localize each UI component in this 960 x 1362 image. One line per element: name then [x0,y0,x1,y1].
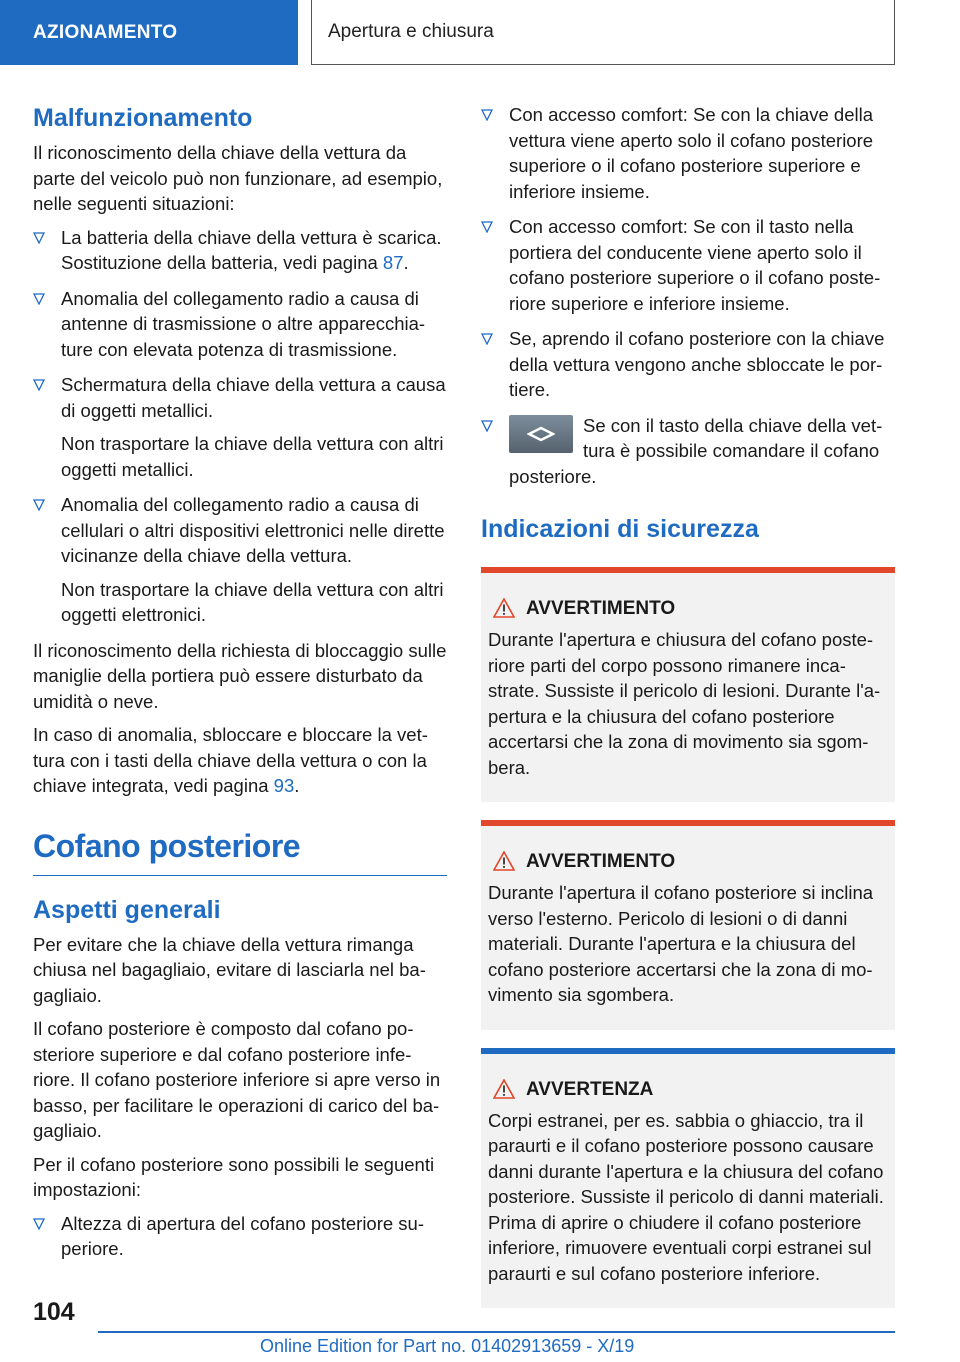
triangle-bullet-icon [33,379,45,391]
list-item [33,286,447,363]
paragraph-text: In caso di anomalia, sbloccare e bloccare la vettura con i tasti della chiave della vettura o con la chiave integrata, vedi pagina [33,724,428,796]
settings-list-continued [481,102,895,489]
warning-title-text: AVVERTIMENTO [526,851,676,872]
left-column [33,102,447,1272]
warning-box [481,567,895,802]
list-item-note: Non trasportare la chiave della vettura con altri oggetti metallici. [61,433,444,480]
malfunction-list [33,225,447,628]
list-item-text: Con accesso comfort: Se con il tasto nella portiera del conducente viene aperto solo il cofano posteriore superiore o il cofano posteriore superiore e inferiore insieme. [509,216,881,314]
warning-triangle-icon [493,598,515,618]
list-item-text: Anomalia del collegamento radio a causa di cellulari o altri dispositivi elettronici nelle dirette vicinanze della chiave della vettura. [61,494,445,566]
list-item: La batteria della chiave della vettura è scarica. Sostituzione della batteria, vedi pagina 87. [33,225,447,276]
main-heading: Cofano posteriore [33,825,447,876]
edition-note: Online Edition for Part no. 01402913659 - X/19 [260,1336,635,1356]
list-item-text: Se, aprendo il cofano posteriore con la chiave della vettura vengono anche sbloccate le portiere. [509,328,885,400]
list-item-text: Altezza di apertura del cofano posteriore superiore. [61,1212,425,1259]
tailgate-key-button-icon [509,415,573,453]
section-tab [0,0,298,65]
malfunction-heading: Malfunzionamento [33,104,253,132]
list-item-text: Anomalia del collegamento radio a causa di antenne di trasmissione o altre apparecchiature con elevata potenza di trasmissione. [61,287,426,360]
notice-title-text: AVVERTENZA [526,1078,654,1100]
list-item-text: Se con il tasto della chiave della vettura è possibile comandare il cofano posteriore. [509,414,883,487]
footer-divider [98,1331,895,1333]
paragraph: Per evitare che la chiave della vettura rimanga chiusa nel bagagliaio, evitare di lasciarla nel bagagliaio. [33,933,426,1006]
triangle-bullet-icon [481,109,493,121]
warning-triangle-icon [493,1079,515,1099]
list-item [33,1211,447,1262]
list-item [33,372,447,482]
warning-title [488,850,885,874]
right-column [481,102,895,1326]
warning-title-text: AVVERTIMENTO [526,598,676,619]
triangle-bullet-icon [33,499,45,511]
triangle-bullet-icon [33,293,45,305]
notice-box [481,1048,895,1309]
page-number: 104 [33,1298,75,1326]
triangle-bullet-icon [481,333,493,345]
list-item-note: Non trasportare la chiave della vettura con altri oggetti elettronici. [61,578,444,625]
list-item [481,214,895,316]
safety-heading: Indicazioni di sicurezza [481,515,759,543]
paragraph: Per il cofano posteriore sono possibili le seguenti impostazioni: [33,1153,435,1200]
notice-title [488,1078,885,1102]
triangle-bullet-icon [33,232,45,244]
notice-text: Corpi estranei, per es. sabbia o ghiaccio, tra il paraurti e il cofano posteriore possono causare danni durante l'apertura e la chiusura del cofano posteriore. Sussiste il pericolo di danni materiali. Prima di aprire o chiudere il cofano posteriore inferiore, rimuovere eventuali corpi estranei sul paraurti e sul cofano posteriore inferiore. [488,1109,884,1284]
malfunction-intro: Il riconoscimento della chiave della vettura da parte del veicolo può non funzionare, ad esempio, nelle seguenti situazioni: [33,142,443,214]
general-heading: Aspetti generali [33,895,221,924]
triangle-bullet-icon [33,1218,45,1230]
list-item [481,102,895,204]
settings-list [33,1211,447,1262]
list-item [33,492,447,628]
paragraph: Il cofano posteriore è composto dal cofano posteriore superiore e dal cofano posteriore inferiore. Il cofano posteriore inferiore si apre verso in basso, per facilitare le operazioni di carico del bagagliaio. [33,1018,441,1141]
list-item [481,413,895,490]
triangle-bullet-icon [481,420,493,432]
chapter-title: Apertura e chiusura [328,21,494,42]
list-item [481,326,895,403]
list-item-text: Schermatura della chiave della vettura a causa di oggetti metallici. [61,374,446,421]
warning-text: Durante l'apertura e chiusura del cofano posteriore parti del corpo possono rimanere incastrate. Sussiste il pericolo di lesioni. Durante l'apertura e la chiusura del cofano posteriore accertarsi che la zona di movimento sia sgombera. [488,629,881,778]
warning-title [488,597,885,621]
page-link[interactable]: 93 [273,775,295,796]
list-item-text: La batteria della chiave della vettura è scarica. Sostituzione della batteria, vedi pagina [61,226,442,273]
section-title: AZIONAMENTO [33,21,178,43]
page-link[interactable]: 87 [382,252,404,273]
warning-box [481,820,895,1030]
warning-triangle-icon [493,851,515,871]
triangle-bullet-icon [481,221,493,233]
warning-text: Durante l'apertura il cofano posteriore si inclina verso l'esterno. Pericolo di lesioni o di danni materiali. Durante l'apertura e la chiusura del cofano posteriore accertarsi che la zona di movimento sia sgombera. [488,882,874,1005]
chapter-header [311,0,895,65]
paragraph: Il riconoscimento della richiesta di bloccaggio sulle maniglie della portiera può essere disturbato da umidità o neve. [33,639,447,712]
paragraph: In caso di anomalia, sbloccare e bloccare la vettura con i tasti della chiave della vettura o con la chiave integrata, vedi pagina 93. [33,724,428,796]
list-item-text: Con accesso comfort: Se con la chiave della vettura viene aperto solo il cofano posteriore superiore o il cofano posteriore superiore e inferiore insieme. [509,104,874,202]
